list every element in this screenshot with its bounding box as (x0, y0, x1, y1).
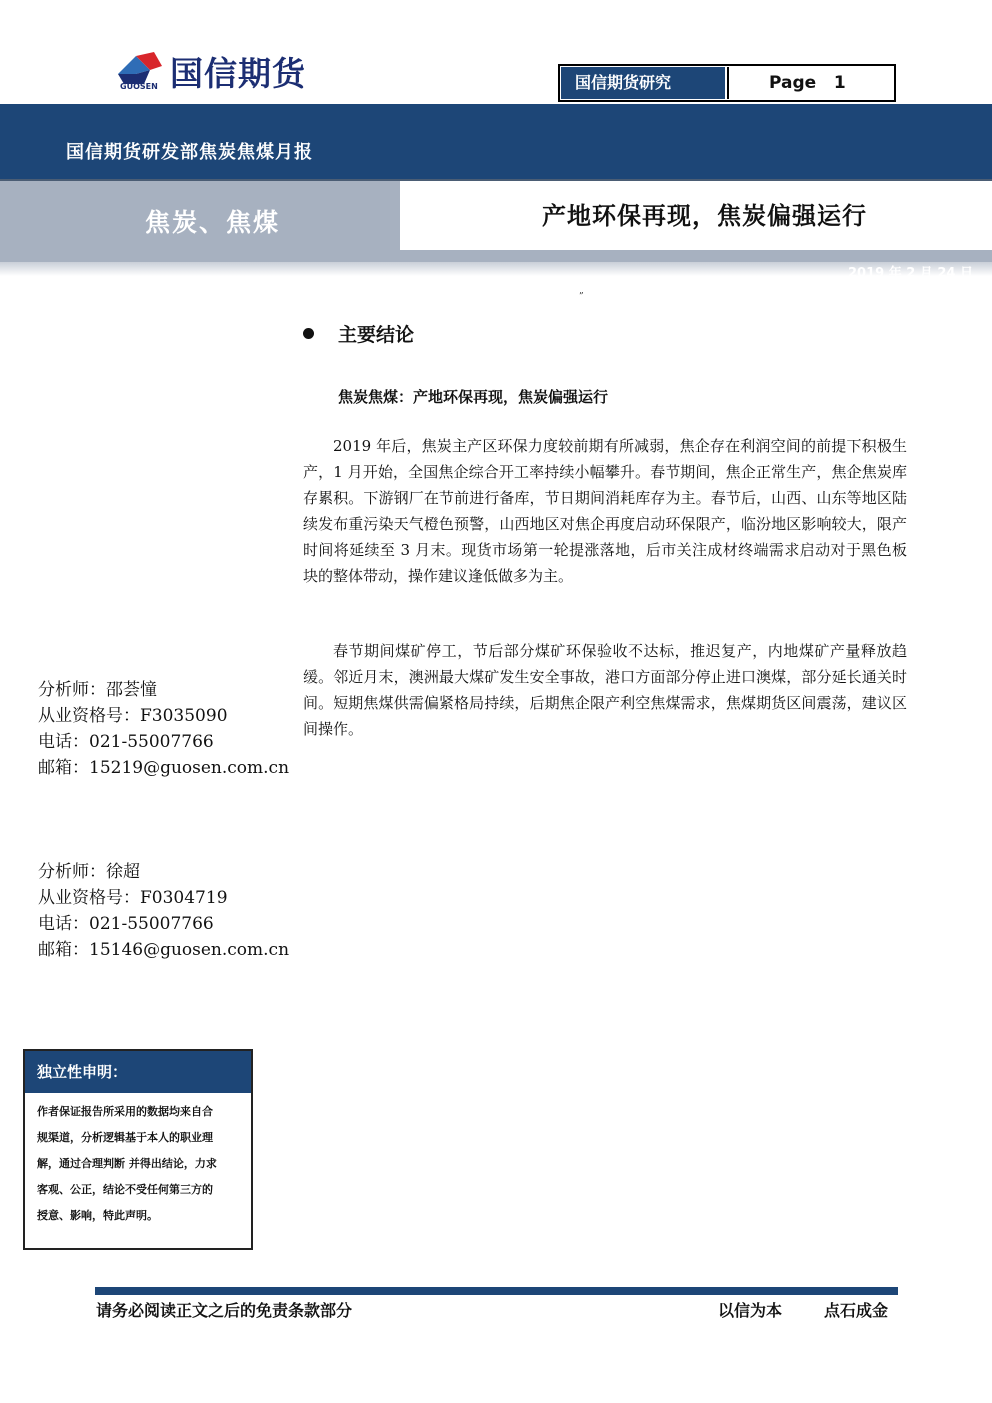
footer-motto-1: 以信为本 (718, 1301, 783, 1320)
footer-rule (95, 1287, 898, 1295)
analyst-email: 邮箱：15146@guosen.com.cn (38, 940, 290, 960)
declaration-line: 授意、影响，特此声明。 (37, 1209, 158, 1222)
analyst-license: 从业资格号：F3035090 (38, 706, 228, 726)
section-title-text: 主要结论 (338, 324, 415, 346)
analyst-card (38, 859, 289, 963)
category-label: 焦炭、焦煤 (145, 208, 281, 237)
analyst-name: 分析师：邵荟憧 (38, 680, 157, 700)
declaration-line: 解，通过合理判断 并得出结论，力求 (37, 1157, 217, 1170)
analyst-card (38, 677, 289, 781)
logo-subtext: GUOSEN (120, 82, 158, 91)
analyst-name: 分析师：徐超 (38, 862, 140, 882)
footer-motto-2: 点石成金 (824, 1301, 889, 1320)
report-series-title: 国信期货研发部焦炭焦煤月报 (66, 142, 313, 163)
report-headline: 产地环保再现，焦炭偏强运行 (542, 201, 867, 230)
headline-underbar (400, 250, 992, 262)
analyst-license: 从业资格号：F0304719 (38, 888, 228, 908)
analyst-email: 邮箱：15219@guosen.com.cn (38, 758, 290, 778)
logo-text: 国信期货 (170, 54, 306, 93)
research-label: 国信期货研究 (561, 67, 725, 99)
independence-declaration (23, 1049, 253, 1250)
page-number: Page 1 (727, 67, 893, 99)
report-date: 2019 年 2 月 24 日 (848, 266, 973, 281)
paragraph: 春节期间煤矿停工，节后部分煤矿环保验收不达标，推迟复产，内地煤矿产量释放趋缓。邻近月末，澳洲最大煤矿发生安全事故，港口方面部分停止进口澳煤，部分延长通关时间。短期焦煤供需偏紧格局持续，后期焦企限产利空焦煤需求，焦煤期货区间震荡，建议区间操作。 (303, 642, 907, 738)
declaration-line: 规渠道，分析逻辑基于本人的职业理 (37, 1131, 213, 1144)
footer-disclaimer: 请务必阅读正文之后的免责条款部分 (96, 1301, 353, 1320)
stray-mark: ” (579, 292, 584, 302)
declaration-body (25, 1093, 251, 1229)
declaration-title: 独立性申明： (25, 1051, 251, 1093)
banner-shadow (0, 262, 992, 276)
analyst-phone: 电话：021-55007766 (38, 914, 214, 934)
declaration-line: 作者保证报告所采用的数据均来自合 (37, 1105, 213, 1118)
paragraph: 2019 年后，焦炭主产区环保力度较前期有所减弱，焦企存在利润空间的前提下积极生产，1 月开始，全国焦企综合开工率持续小幅攀升。春节期间，焦企正常生产，焦企焦炭库存累积。下游钢厂在节前进行备库，节日期间消耗库存为主。春节后，山西、山东等地区陆续发布重污染天气橙色预警，山西地区对焦企再度启动环保限产，临汾地区影响较大，限产时间将延续至 3 月末。现货市场第一轮提涨落地，后市关注成材终端需求启动对于黑色板块的整体带动，操作建议逢低做多为主。 (303, 437, 907, 585)
declaration-line: 客观、公正，结论不受任何第三方的 (37, 1183, 213, 1196)
section-title (303, 320, 414, 347)
subheading: 焦炭焦煤：产地环保再现，焦炭偏强运行 (338, 388, 609, 406)
bullet-icon (303, 328, 314, 339)
analyst-phone: 电话：021-55007766 (38, 732, 214, 752)
